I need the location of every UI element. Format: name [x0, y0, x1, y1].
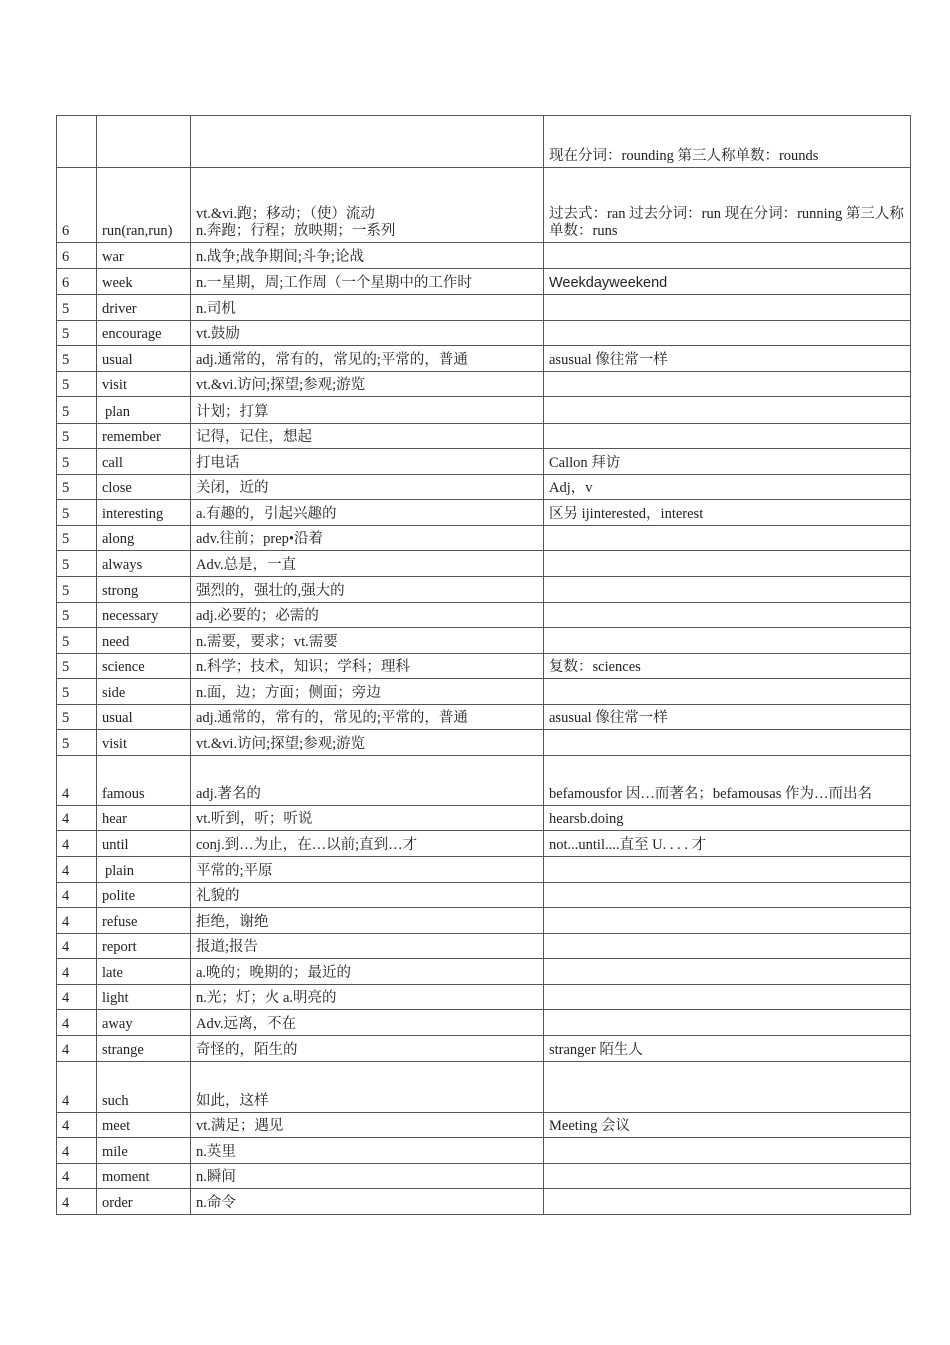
frequency-cell: 6	[57, 168, 97, 243]
frequency-cell: 4	[57, 1010, 97, 1036]
table-row	[57, 1164, 911, 1189]
word-cell: along	[97, 526, 191, 551]
meaning-cell	[191, 551, 544, 577]
word-cell: driver	[97, 295, 191, 321]
note-cell: stranger 陌生人	[544, 1036, 911, 1062]
word-cell: necessary	[97, 603, 191, 628]
table-row	[57, 1138, 911, 1164]
meaning-line: adj.必要的；必需的	[196, 608, 319, 624]
meaning-cell	[191, 857, 544, 883]
word-cell: always	[97, 551, 191, 577]
meaning-cell	[191, 654, 544, 679]
table-row	[57, 551, 911, 577]
frequency-cell: 5	[57, 475, 97, 500]
word-cell: side	[97, 679, 191, 705]
table-row	[57, 500, 911, 526]
meaning-line: n.战争;战争期间;斗争;论战	[196, 249, 364, 265]
note-cell	[544, 526, 911, 551]
meaning-line: 礼貌的	[196, 888, 240, 904]
word-cell: mile	[97, 1138, 191, 1164]
table-row	[57, 654, 911, 679]
frequency-cell: 4	[57, 1062, 97, 1113]
table-row	[57, 1189, 911, 1215]
meaning-cell	[191, 1062, 544, 1113]
meaning-cell	[191, 449, 544, 475]
frequency-cell: 5	[57, 654, 97, 679]
note-cell: Adj，v	[544, 475, 911, 500]
table-row	[57, 1062, 911, 1113]
word-cell: interesting	[97, 500, 191, 526]
note-cell: Meeting 会议	[544, 1113, 911, 1138]
table-row	[57, 346, 911, 372]
table-row	[57, 116, 911, 168]
word-cell: close	[97, 475, 191, 500]
note-cell	[544, 295, 911, 321]
vocabulary-table	[56, 115, 911, 1215]
meaning-line: vt.满足；遇见	[196, 1118, 284, 1134]
meaning-line: n.瞬间	[196, 1169, 236, 1185]
frequency-cell: 4	[57, 934, 97, 959]
meaning-line: 打电话	[196, 455, 240, 471]
note-cell	[544, 857, 911, 883]
meaning-line: adj.通常的，常有的，常见的;平常的，普通	[196, 710, 468, 726]
frequency-cell: 5	[57, 500, 97, 526]
frequency-cell: 5	[57, 424, 97, 449]
frequency-cell: 5	[57, 730, 97, 756]
frequency-cell: 4	[57, 1036, 97, 1062]
frequency-cell	[57, 116, 97, 168]
table-row	[57, 831, 911, 857]
meaning-cell	[191, 269, 544, 295]
word-cell: plan	[97, 397, 191, 424]
word-cell: remember	[97, 424, 191, 449]
meaning-line: 拒绝，谢绝	[196, 914, 269, 930]
note-cell: 现在分词：rounding 第三人称单数：rounds	[544, 116, 911, 168]
table-row	[57, 883, 911, 908]
table-row	[57, 295, 911, 321]
meaning-line: adv.往前；prep•沿着	[196, 531, 323, 547]
meaning-line: n.光；灯；火 a.明亮的	[196, 990, 337, 1006]
meaning-line: 平常的;平原	[196, 863, 273, 879]
meaning-line: 强烈的，强壮的,强大的	[196, 583, 345, 599]
meaning-cell	[191, 500, 544, 526]
frequency-cell: 5	[57, 551, 97, 577]
meaning-line: conj.到…为止，在…以前;直到…才	[196, 837, 418, 853]
frequency-cell: 5	[57, 372, 97, 397]
note-cell	[544, 959, 911, 985]
meaning-cell	[191, 116, 544, 168]
word-cell: refuse	[97, 908, 191, 934]
table-row	[57, 756, 911, 806]
note-cell	[544, 577, 911, 603]
note-cell	[544, 372, 911, 397]
meaning-cell	[191, 908, 544, 934]
table-row	[57, 908, 911, 934]
meaning-line: n.命令	[196, 1195, 236, 1211]
meaning-cell	[191, 346, 544, 372]
word-cell: strange	[97, 1036, 191, 1062]
frequency-cell: 4	[57, 1138, 97, 1164]
note-cell: not...until....直至 U. . . . 才	[544, 831, 911, 857]
note-cell	[544, 628, 911, 654]
frequency-cell: 6	[57, 269, 97, 295]
meaning-line: 关闭，近的	[196, 480, 269, 496]
table-row	[57, 577, 911, 603]
note-cell: asusual 像往常一样	[544, 346, 911, 372]
frequency-cell: 4	[57, 806, 97, 831]
note-cell	[544, 883, 911, 908]
table-row	[57, 705, 911, 730]
note-cell: Callon 拜访	[544, 449, 911, 475]
meaning-cell	[191, 705, 544, 730]
table-row	[57, 959, 911, 985]
table-row	[57, 1010, 911, 1036]
meaning-cell	[191, 1010, 544, 1036]
word-cell: run(ran,run)	[97, 168, 191, 243]
word-cell: science	[97, 654, 191, 679]
frequency-cell: 5	[57, 346, 97, 372]
meaning-line: vt.听到，听；听说	[196, 811, 313, 827]
table-row	[57, 321, 911, 346]
note-cell	[544, 1138, 911, 1164]
frequency-cell: 5	[57, 705, 97, 730]
table-row	[57, 1113, 911, 1138]
note-cell	[544, 551, 911, 577]
word-cell: light	[97, 985, 191, 1010]
meaning-cell	[191, 1036, 544, 1062]
note-cell: 过去式：ran 过去分词：run 现在分词：running 第三人称单数：runs	[544, 168, 911, 243]
vocabulary-table-body	[57, 116, 911, 1215]
meaning-line: 记得，记住，想起	[196, 429, 312, 445]
word-cell: away	[97, 1010, 191, 1036]
note-cell: asusual 像往常一样	[544, 705, 911, 730]
note-cell	[544, 603, 911, 628]
word-cell: war	[97, 243, 191, 269]
frequency-cell: 4	[57, 908, 97, 934]
meaning-line: n.面，边；方面；侧面；旁边	[196, 685, 381, 701]
table-row	[57, 806, 911, 831]
note-cell: hearsb.doing	[544, 806, 911, 831]
table-row	[57, 730, 911, 756]
meaning-cell	[191, 1164, 544, 1189]
meaning-cell	[191, 1189, 544, 1215]
note-cell: befamousfor 因…而著名；befamousas 作为…而出名	[544, 756, 911, 806]
note-cell: 区另 ijinterested，interest	[544, 500, 911, 526]
meaning-line: vt.&vi.访问;探望;参观;游览	[196, 736, 366, 752]
word-cell: usual	[97, 705, 191, 730]
table-row	[57, 985, 911, 1010]
meaning-line: n.科学；技术，知识；学科；理科	[196, 659, 410, 675]
meaning-cell	[191, 577, 544, 603]
note-cell	[544, 1062, 911, 1113]
meaning-cell	[191, 1138, 544, 1164]
word-cell: famous	[97, 756, 191, 806]
note-cell	[544, 934, 911, 959]
note-cell	[544, 321, 911, 346]
frequency-cell: 4	[57, 857, 97, 883]
frequency-cell: 5	[57, 397, 97, 424]
table-row	[57, 449, 911, 475]
table-row	[57, 269, 911, 295]
frequency-cell: 5	[57, 449, 97, 475]
frequency-cell: 5	[57, 321, 97, 346]
meaning-line: vt.鼓励	[196, 326, 240, 342]
table-row	[57, 397, 911, 424]
meaning-cell	[191, 603, 544, 628]
meaning-line: adj.通常的，常有的，常见的;平常的，普通	[196, 352, 468, 368]
frequency-cell: 4	[57, 959, 97, 985]
meaning-line: n.司机	[196, 301, 236, 317]
table-row	[57, 603, 911, 628]
table-row	[57, 1036, 911, 1062]
word-cell: hear	[97, 806, 191, 831]
meaning-cell	[191, 831, 544, 857]
meaning-cell	[191, 372, 544, 397]
note-cell	[544, 679, 911, 705]
word-cell: need	[97, 628, 191, 654]
meaning-cell	[191, 934, 544, 959]
frequency-cell: 4	[57, 831, 97, 857]
note-cell	[544, 730, 911, 756]
meaning-cell	[191, 397, 544, 424]
table-row	[57, 857, 911, 883]
meaning-cell	[191, 243, 544, 269]
note-cell	[544, 424, 911, 449]
note-cell	[544, 243, 911, 269]
note-cell	[544, 397, 911, 424]
meaning-line: 报道;报告	[196, 939, 259, 955]
table-row	[57, 372, 911, 397]
word-cell: until	[97, 831, 191, 857]
meaning-cell	[191, 806, 544, 831]
word-cell: encourage	[97, 321, 191, 346]
table-row	[57, 168, 911, 243]
word-cell: meet	[97, 1113, 191, 1138]
word-cell: visit	[97, 372, 191, 397]
meaning-line: 奇怪的，陌生的	[196, 1042, 298, 1058]
word-cell: report	[97, 934, 191, 959]
meaning-cell	[191, 985, 544, 1010]
table-row	[57, 628, 911, 654]
meaning-cell	[191, 1113, 544, 1138]
meaning-line: Adv.远离，不在	[196, 1016, 297, 1032]
frequency-cell: 4	[57, 1113, 97, 1138]
word-cell: week	[97, 269, 191, 295]
frequency-cell: 5	[57, 295, 97, 321]
frequency-cell: 4	[57, 756, 97, 806]
meaning-cell	[191, 475, 544, 500]
word-cell: visit	[97, 730, 191, 756]
word-cell: call	[97, 449, 191, 475]
word-cell: such	[97, 1062, 191, 1113]
note-cell	[544, 1164, 911, 1189]
frequency-cell: 5	[57, 628, 97, 654]
word-cell: polite	[97, 883, 191, 908]
meaning-cell	[191, 959, 544, 985]
note-cell	[544, 1010, 911, 1036]
meaning-line: a.有趣的，引起兴趣的	[196, 506, 337, 522]
meaning-cell	[191, 168, 544, 243]
word-cell	[97, 116, 191, 168]
table-row	[57, 424, 911, 449]
note-cell	[544, 985, 911, 1010]
word-cell: moment	[97, 1164, 191, 1189]
table-row	[57, 526, 911, 551]
frequency-cell: 4	[57, 1164, 97, 1189]
meaning-cell	[191, 526, 544, 551]
word-cell: usual	[97, 346, 191, 372]
meaning-cell	[191, 295, 544, 321]
meaning-line: n.英里	[196, 1144, 236, 1160]
note-cell: Weekdayweekend	[544, 269, 911, 295]
note-cell	[544, 908, 911, 934]
meaning-cell	[191, 756, 544, 806]
meaning-cell	[191, 321, 544, 346]
word-cell: late	[97, 959, 191, 985]
meaning-line: n.一星期，周;工作周（一个星期中的工作时	[196, 275, 472, 291]
meaning-cell	[191, 628, 544, 654]
meaning-cell	[191, 730, 544, 756]
table-row	[57, 475, 911, 500]
table-row	[57, 934, 911, 959]
note-cell	[544, 1189, 911, 1215]
meaning-line: n.需要，要求；vt.需要	[196, 634, 338, 650]
meaning-line: 如此，这样	[196, 1093, 269, 1109]
meaning-cell	[191, 679, 544, 705]
meaning-line: n.奔跑；行程；放映期；一系列	[196, 223, 396, 239]
meaning-line: vt.&vi.跑；移动；（使）流动	[196, 206, 375, 222]
note-cell: 复数：sciences	[544, 654, 911, 679]
meaning-line: a.晚的；晚期的；最近的	[196, 965, 352, 981]
meaning-cell	[191, 424, 544, 449]
meaning-line: Adv.总是，一直	[196, 557, 297, 573]
meaning-cell	[191, 883, 544, 908]
frequency-cell: 4	[57, 883, 97, 908]
meaning-line: vt.&vi.访问;探望;参观;游览	[196, 377, 366, 393]
word-cell: order	[97, 1189, 191, 1215]
frequency-cell: 5	[57, 577, 97, 603]
table-row	[57, 243, 911, 269]
frequency-cell: 4	[57, 985, 97, 1010]
meaning-line: 计划；打算	[196, 404, 269, 420]
word-cell: plain	[97, 857, 191, 883]
frequency-cell: 4	[57, 1189, 97, 1215]
frequency-cell: 6	[57, 243, 97, 269]
word-cell: strong	[97, 577, 191, 603]
frequency-cell: 5	[57, 679, 97, 705]
meaning-line: adj.著名的	[196, 786, 261, 802]
frequency-cell: 5	[57, 526, 97, 551]
table-row	[57, 679, 911, 705]
frequency-cell: 5	[57, 603, 97, 628]
